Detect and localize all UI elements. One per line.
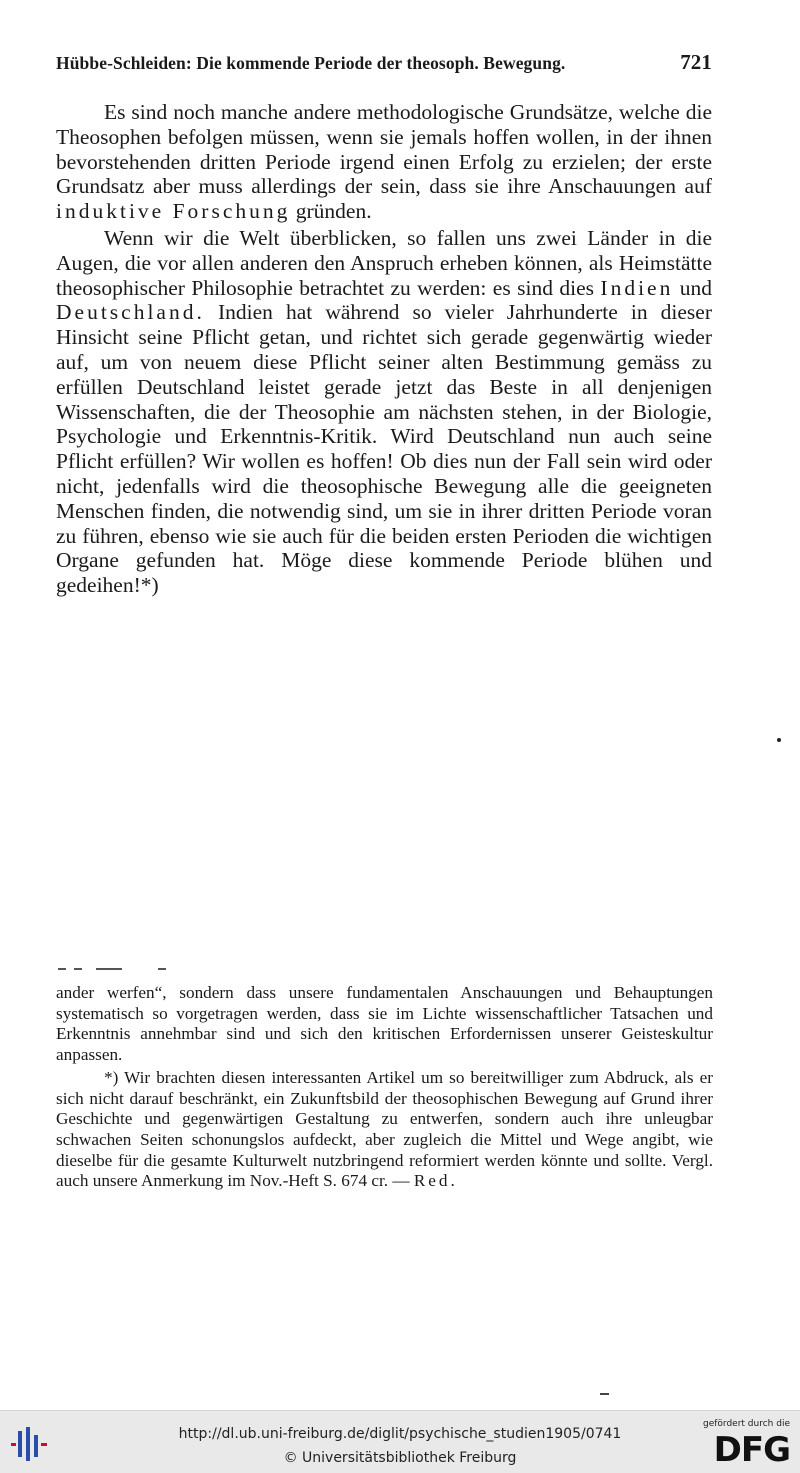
article-body (56, 100, 712, 598)
dfg-logo: DFG (713, 1430, 790, 1470)
paragraph-text: und (679, 275, 712, 300)
running-head (56, 50, 712, 75)
permalink-url[interactable]: http://dl.ub.uni-freiburg.de/diglit/psychische_studien1905/0741 (178, 1426, 622, 1442)
funding-caption: gefördert durch die (703, 1419, 790, 1429)
paragraph-text: gründen. (295, 199, 372, 224)
scan-speck (777, 738, 781, 742)
footnotes (56, 983, 713, 1192)
paragraph (56, 100, 712, 224)
paragraph-text: Wenn wir die Welt überblicken, so fallen uns zwei Länder in die Augen, die vor allen anderen den Anspruch erheben können, als Heimstätte theosophischer Philosophie betrachtet zu werden: es sind dies (56, 225, 712, 300)
scan-mark (600, 1393, 609, 1395)
spaced-emphasis: Indien (600, 275, 674, 300)
paragraph (56, 226, 712, 598)
footnote-separator (58, 968, 168, 971)
footnote-editor (56, 1068, 713, 1192)
paragraph-text: Es sind noch manche andere methodologische Grundsätze, welche die Theosophen befolgen müssen, wenn sie jemals hoffen wollen, in der ihnen bevorstehenden dritten Periode irgend einen Erfolg zu erzielen; der erste Grundsatz aber muss allerdings der sein, dass sie ihre Anschauungen auf (56, 100, 712, 199)
spaced-emphasis: Deutschland. (56, 300, 205, 325)
running-head-title: Hübbe-Schleiden: Die kommende Periode der theosoph. Bewegung. (56, 53, 566, 73)
footnote-signature: Red. (413, 1171, 458, 1191)
spaced-emphasis: induktive Forschung (56, 199, 291, 224)
copyright-notice: © Universitätsbibliothek Freiburg (283, 1450, 517, 1466)
page-number: 721 (680, 50, 712, 74)
footnote-text: *) Wir brachten diesen interessanten Artikel um so bereitwilliger zum Abdruck, als er sich nicht darauf beschränkt, ein Zukunftsbild der theosophischen Bewegung auf Grund ihrer Geschichte und gegenwärtigen Gestaltung zu entwerfen, sondern auch ihre unleugbar schwachen Seiten schonungslos aufdeckt, aber zugleich die Mittel und Wege angibt, wie dieselbe für die gesamte Kulturwelt nutzbringend reformiert werden könnte und sollte. Vergl. auch unsere Anmerkung im Nov.-Heft S. 674 cr. — (56, 1067, 713, 1191)
viewer-footer (0, 1410, 800, 1473)
funder-block[interactable] (700, 1419, 796, 1471)
footnote-continuation: ander werfen“, sondern dass unsere fundamentalen Anschauungen und Behauptungen systematisch so vorgetragen werden, dass sie im Lichte wissenschaftlicher Tatsachen und Erkenntnis annehmbar sind und sich den kritischen Erfordernissen unserer Geisteskultur anpassen. (56, 983, 713, 1065)
paragraph-text: Indien hat während so vieler Jahrhunderte in dieser Hinsicht seine Pflicht getan, und richtet sich gerade gegenwärtig wieder auf, um von neuem diese Pflicht seiner alten Bestimmung gemäss zu erfüllen Deutschland leistet gerade jetzt das Beste in all denjenigen Wissenschaften, die der Theosophie am nächsten stehen, in der Biologie, Psychologie und Erkenntnis-Kritik. Wird Deutschland nun auch seine Pflicht erfüllen? Wir wollen es hoffen! Ob dies nun der Fall sein wird oder nicht, jedenfalls wird die theosophische Bewegung alle die geeigneten Menschen finden, die notwendig sind, um sie in ihrer dritten Periode voran zu führen, ebenso wie sie auch für die beiden ersten Perioden die wichtigen Organe gefunden hat. Möge diese kommende Periode blühen und gedeihen!*) (56, 300, 713, 598)
